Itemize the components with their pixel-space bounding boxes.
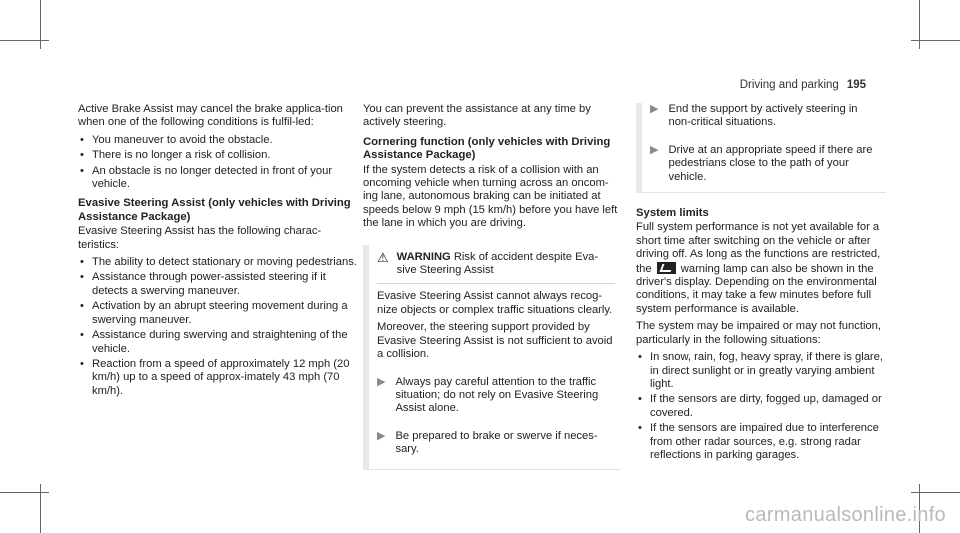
action-text: Be prepared to brake or swerve if neces-sary. — [395, 429, 598, 456]
situations-list — [636, 351, 886, 462]
warning-title: Risk of accident despite Eva-sive Steering Assist — [396, 250, 599, 277]
limits-paragraph — [636, 221, 886, 316]
limits-text: warning lamp can also be shown in the driver's display. Depending on the environmental conditions, it may take a few minutes before full system performance is available. — [636, 262, 877, 315]
column-1 — [78, 103, 358, 402]
list-item: • If the sensors are dirty, fogged up, damaged or covered. — [636, 393, 886, 420]
action-arrow-icon: ▶ — [377, 375, 386, 388]
list-item: • There is no longer a risk of collision. — [78, 149, 358, 162]
section-heading: Evasive Steering Assist (only vehicles with Driving Assistance Package) — [78, 197, 351, 223]
crop-mark — [0, 40, 49, 41]
action-arrow-icon: ▶ — [650, 103, 659, 115]
list-item: • The ability to detect stationary or moving pedestrians. — [78, 256, 358, 269]
action-text: Always pay careful attention to the traffic situation; do not rely on Evasive Steering Assist alone. — [395, 375, 599, 415]
action-arrow-icon: ▶ — [377, 429, 386, 442]
warning-paragraph: Moreover, the steering support provided by Evasive Steering Assist is not sufficient to avoid a collision. — [377, 321, 613, 361]
warning-label: WARNING — [396, 250, 451, 263]
list-item: • Assistance during swerving and straightening of the vehicle. — [78, 329, 358, 356]
warning-paragraph: Evasive Steering Assist cannot always recog-nize objects or complex traffic situations clearly. — [377, 290, 613, 316]
list-item: • An obstacle is no longer detected in front of your vehicle. — [78, 165, 358, 192]
page-number: 195 — [846, 79, 866, 91]
action-text: Drive at an appropriate speed if there are pedestrians close to the path of your vehicle. — [668, 143, 873, 183]
characteristics-list — [78, 256, 358, 398]
watermark: carmanualsonline.info — [745, 504, 946, 526]
section-title: Driving and parking — [739, 79, 839, 91]
crop-mark — [0, 492, 49, 493]
warning-box — [363, 245, 621, 470]
conditions-list — [78, 134, 358, 192]
crop-mark — [911, 492, 960, 493]
warning-triangle-icon: ⚠ — [377, 249, 389, 265]
column-3 — [636, 103, 886, 466]
intro-paragraph: Active Brake Assist may cancel the brake applica-tion when one of the following conditions is fulfil-led: — [78, 103, 343, 129]
list-item: • If the sensors are impaired due to interference from other radar sources, e.g. strong radar reflections in parking garages. — [636, 422, 886, 462]
action-text: End the support by actively steering in non-critical situations. — [668, 103, 858, 129]
divider — [377, 283, 615, 284]
section-heading: System limits — [636, 207, 709, 220]
list-item: • You maneuver to avoid the obstacle. — [78, 134, 358, 147]
crop-mark — [40, 0, 41, 49]
characteristics-intro: Evasive Steering Assist has the following charac-teristics: — [78, 225, 322, 251]
list-item: • Reaction from a speed of approximately 12 mph (20 km/h) up to a speed of approx-imately 43 mph (70 km/h). — [78, 358, 358, 398]
list-item: • Assistance through power-assisted steering if it detects a swerving maneuver. — [78, 271, 358, 298]
column-2 — [363, 103, 621, 470]
action-arrow-icon: ▶ — [650, 143, 659, 156]
section-heading: Cornering function (only vehicles with Driving Assistance Package) — [363, 135, 611, 162]
action-item — [377, 376, 615, 416]
action-item — [650, 144, 880, 184]
prevent-paragraph: You can prevent the assistance at any time by actively steering. — [363, 103, 591, 129]
list-item: • In snow, rain, fog, heavy spray, if there is glare, in direct sunlight or in greatly varying ambient light. — [636, 351, 886, 391]
running-header — [740, 79, 866, 91]
action-item — [650, 103, 880, 130]
cornering-paragraph: If the system detects a risk of a collision with an oncoming vehicle when turning across an oncom-ing lane, autonomous braking can be initiated at speeds below 9 mph (15 km/h) before you have left the lane in which you are driving. — [363, 163, 618, 230]
warning-header — [377, 251, 615, 278]
warning-box-continued — [636, 103, 886, 193]
limits-text: Full system performance is not yet available for a short time after switching on the vehicle or after driving off. As long as the functions are restricted, the — [636, 221, 881, 275]
list-item: • Activation by an abrupt steering movement during a swerving maneuver. — [78, 300, 358, 327]
limits-paragraph: The system may be impaired or may not function, particularly in the following situations: — [636, 320, 881, 346]
crop-mark — [911, 40, 960, 41]
action-item — [377, 430, 615, 457]
crop-mark — [919, 0, 920, 49]
warning-heading — [397, 251, 615, 278]
steering-assist-warning-lamp-icon — [657, 262, 676, 274]
